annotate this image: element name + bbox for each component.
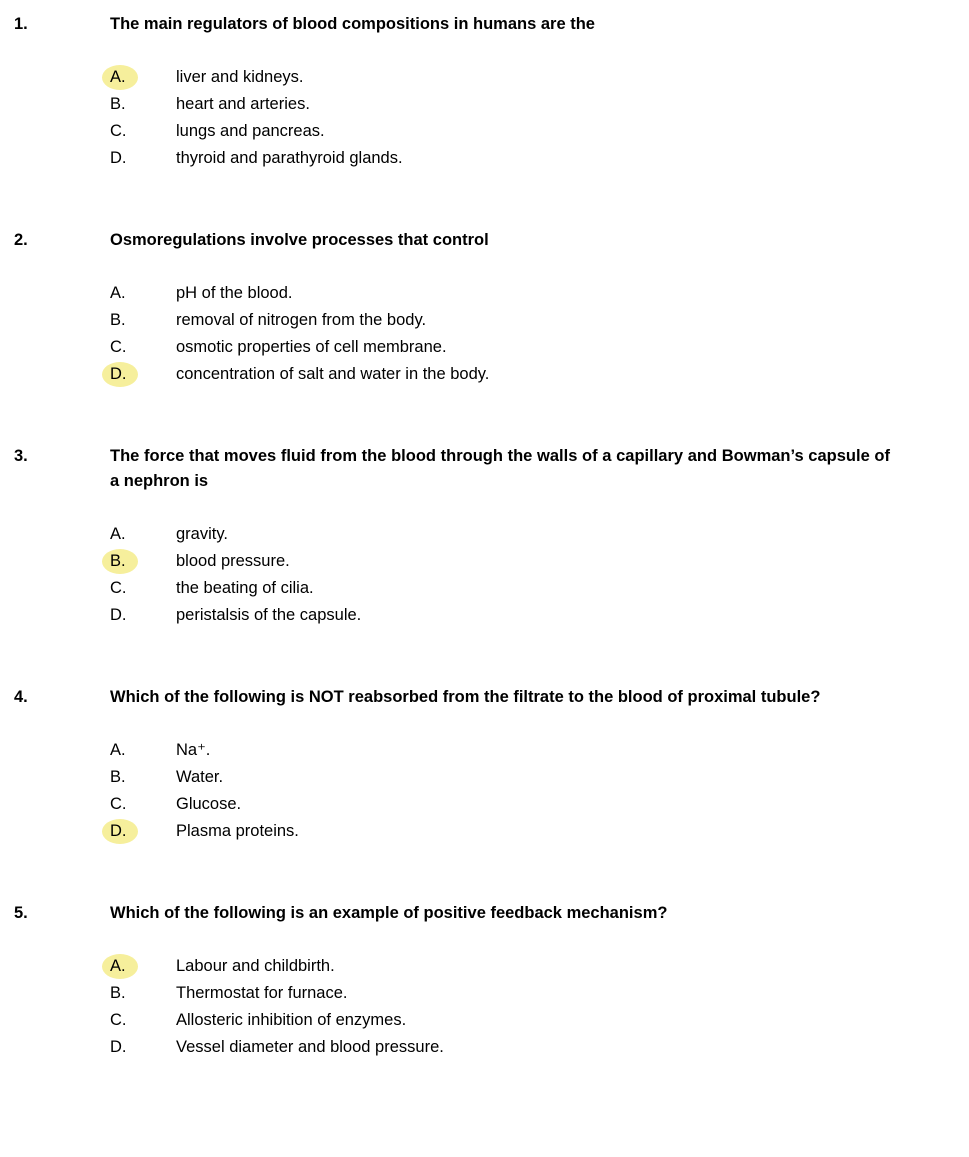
question-number: 5. (14, 904, 28, 922)
question-1 (14, 12, 890, 172)
option-text: Na⁺. (176, 741, 211, 759)
question-text: The force that moves fluid from the blood through the walls of a capillary and Bowman’s capsule of a nephron is (110, 447, 890, 490)
question-number: 2. (14, 231, 28, 249)
quiz-page (14, 12, 890, 1061)
option-text: gravity. (176, 525, 228, 543)
answer-option (110, 91, 890, 118)
option-letter: C. (110, 338, 127, 356)
option-text: Allosteric inhibition of enzymes. (176, 1011, 407, 1029)
option-text: removal of nitrogen from the body. (176, 311, 427, 329)
option-letter: C. (110, 1011, 127, 1029)
answer-option (110, 575, 890, 602)
answer-option (110, 334, 890, 361)
option-letter: C. (110, 122, 127, 140)
option-letter: D. (110, 818, 176, 845)
question-5 (14, 901, 890, 1061)
option-letter: A. (110, 284, 126, 302)
option-text: thyroid and parathyroid glands. (176, 149, 403, 167)
options-list (14, 521, 890, 629)
answer-option (110, 980, 890, 1007)
options-list (14, 64, 890, 172)
answer-option (110, 64, 890, 91)
options-list (14, 280, 890, 388)
option-text: blood pressure. (176, 552, 290, 570)
answer-option (110, 791, 890, 818)
answer-option (110, 548, 890, 575)
option-text: lungs and pancreas. (176, 122, 325, 140)
option-letter: A. (110, 741, 126, 759)
question-text: Which of the following is NOT reabsorbed from the filtrate to the blood of proximal tubule? (110, 688, 821, 706)
option-letter: A. (110, 525, 126, 543)
option-letter: D. (110, 361, 176, 388)
answer-option (110, 521, 890, 548)
question-3 (14, 444, 890, 629)
answer-option (110, 764, 890, 791)
option-text: heart and arteries. (176, 95, 310, 113)
answer-option (110, 307, 890, 334)
option-text: Thermostat for furnace. (176, 984, 348, 1002)
answer-option (110, 361, 890, 388)
answer-option (110, 737, 890, 764)
option-letter: A. (110, 953, 176, 980)
option-letter: B. (110, 311, 126, 329)
question-number: 4. (14, 688, 28, 706)
options-list (14, 953, 890, 1061)
answer-option (110, 953, 890, 980)
option-text: osmotic properties of cell membrane. (176, 338, 447, 356)
option-letter: D. (110, 606, 127, 624)
answer-option (110, 1007, 890, 1034)
option-text: Plasma proteins. (176, 822, 299, 840)
option-letter: C. (110, 579, 127, 597)
answer-option (110, 280, 890, 307)
answer-option (110, 818, 890, 845)
option-letter: D. (110, 149, 127, 167)
question-text: The main regulators of blood compositions in humans are the (110, 15, 595, 33)
question-text: Osmoregulations involve processes that control (110, 231, 489, 249)
option-text: Labour and childbirth. (176, 957, 335, 975)
question-number: 3. (14, 447, 28, 465)
option-text: Glucose. (176, 795, 242, 813)
option-text: concentration of salt and water in the body. (176, 365, 490, 383)
option-letter: B. (110, 984, 126, 1002)
option-letter: B. (110, 768, 126, 786)
option-letter: B. (110, 95, 126, 113)
option-letter: C. (110, 795, 127, 813)
question-2 (14, 228, 890, 388)
option-text: liver and kidneys. (176, 68, 304, 86)
answer-option (110, 602, 890, 629)
options-list (14, 737, 890, 845)
option-text: Water. (176, 768, 224, 786)
option-letter: A. (110, 64, 176, 91)
question-4 (14, 685, 890, 845)
answer-option (110, 1034, 890, 1061)
option-text: peristalsis of the capsule. (176, 606, 362, 624)
option-text: Vessel diameter and blood pressure. (176, 1038, 444, 1056)
question-text: Which of the following is an example of positive feedback mechanism? (110, 904, 668, 922)
answer-option (110, 145, 890, 172)
option-text: pH of the blood. (176, 284, 293, 302)
option-letter: D. (110, 1038, 127, 1056)
option-text: the beating of cilia. (176, 579, 314, 597)
answer-option (110, 118, 890, 145)
question-number: 1. (14, 15, 28, 33)
option-letter: B. (110, 548, 176, 575)
